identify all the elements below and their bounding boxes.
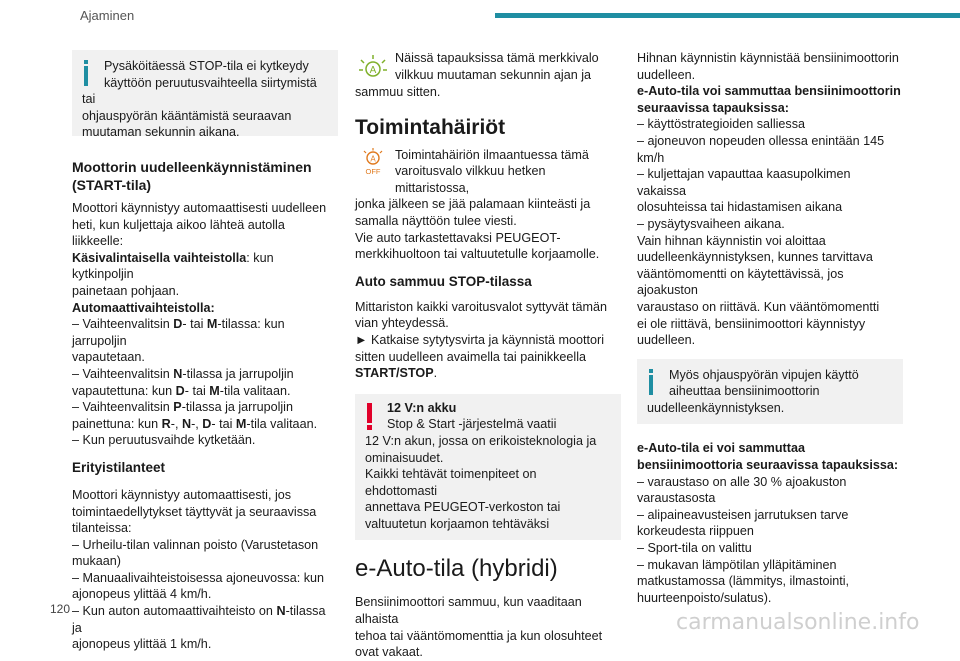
- watermark: carmanualsonline.info: [676, 610, 920, 635]
- body-text: toimintaedellytykset täyttyvät ja seuraavissa: [72, 504, 317, 519]
- page-number: 120: [50, 602, 71, 616]
- body-text: START/STOP.: [355, 366, 438, 381]
- warning-text: Stop & Start -järjestelmä vaatii: [387, 417, 557, 432]
- stop-start-indicator-icon: [357, 52, 389, 84]
- warning-title: 12 V:n akku: [387, 400, 457, 415]
- body-text: painetaan pohjaan.: [72, 283, 180, 298]
- section-heading: Moottorin uudelleenkäynnistäminen: [72, 159, 312, 175]
- list-item: – Vaihteenvalitsin N-tilassa ja jarrupoljin: [72, 366, 294, 381]
- body-text: vääntömomentti on käytettävissä, jos ajoakuston: [637, 266, 844, 298]
- section-heading: Toimintahäiriöt: [355, 115, 506, 139]
- body-text: Automaattivaihteistolla:: [72, 300, 215, 315]
- note-text: muutaman sekunnin aikana.: [82, 125, 240, 140]
- body-text: Mittariston kaikki varoitusvalot syttyvät tämän: [355, 299, 607, 314]
- list-item: – mukavan lämpötilan ylläpitäminen: [637, 557, 837, 572]
- body-text: Vain hihnan käynnistin voi aloittaa: [637, 233, 826, 248]
- warning-note: [355, 394, 621, 541]
- list-item: matkustamossa (lämmitys, ilmastointi,: [637, 574, 850, 589]
- list-item: – alipaineavusteisen jarrutuksen tarve: [637, 507, 849, 522]
- body-text: sitten uudelleen avaimella tai painikkeella: [355, 349, 587, 364]
- warning-text: 12 V:n akun, jossa on erikoisteknologia ja: [365, 433, 597, 448]
- body-text: seuraavissa tapauksissa:: [637, 100, 789, 115]
- body-text: varoitusvalo vilkkuu hetken mittaristossa,: [395, 164, 546, 195]
- body-text: e-Auto-tila voi sammuttaa bensiinimoottorin: [637, 84, 901, 99]
- info-note: [637, 359, 903, 425]
- body-text: uudelleenkäynnistyksen, kunnes tarvittava: [637, 250, 873, 265]
- list-item: mukaan): [72, 554, 121, 569]
- body-text: Näissä tapauksissa tämä merkkivalo: [395, 51, 599, 65]
- svg-text:A: A: [370, 154, 376, 164]
- body-text: Käsivalintaisella vaihteistolla: kun kytkinpoljin: [72, 250, 274, 282]
- section-heading: Auto sammuu STOP-tilassa: [355, 273, 532, 289]
- warning-text: valtuutetun korjaamon tehtäväksi: [365, 516, 550, 531]
- column-1: [72, 50, 338, 653]
- note-text: Pysäköitäessä STOP-tila ei kytkeydy: [104, 59, 309, 73]
- list-item: olosuhteissa tai hidastamisen aikana: [637, 200, 843, 215]
- body-text: samalla näyttöön tulee viesti.: [355, 213, 517, 228]
- list-item: painettuna: kun R-, N-, D- tai M-tila valitaan.: [72, 416, 318, 431]
- warning-icon: [367, 403, 372, 430]
- list-item: km/h: [637, 150, 665, 165]
- list-item: – Kun peruutusvaihde kytketään.: [72, 433, 256, 448]
- note-text: aiheuttaa bensiinimoottorin: [669, 384, 820, 399]
- body-text: vian yhteydessä.: [355, 316, 449, 331]
- body-text: bensiinimoottoria seuraavissa tapauksissa:: [637, 458, 899, 473]
- list-item: – ajoneuvon nopeuden ollessa enintään 145: [637, 133, 885, 148]
- list-item: – Manuaalivaihteistoisessa ajoneuvossa: kun: [72, 570, 325, 585]
- info-icon: [84, 60, 88, 86]
- list-item: vapautettuna: kun D- tai M-tila valitaan.: [72, 383, 291, 398]
- list-item: ajonopeus ylittää 1 km/h.: [72, 637, 212, 652]
- body-text: heti, kun kuljettaja aikoo lähteä autolla liikkeelle:: [72, 217, 285, 249]
- section-heading: (START-tila): [72, 177, 152, 193]
- list-item: varaustasosta: [637, 491, 716, 506]
- body-text: uudelleen.: [637, 333, 696, 348]
- list-item: – Vaihteenvalitsin D- tai M-tilassa: kun jarrupoljin: [72, 317, 285, 348]
- list-item: – Kun auton automaattivaihteisto on N-tilassa ja: [72, 604, 326, 635]
- list-item: korkeudesta riippuen: [637, 524, 754, 539]
- body-text: Bensiinimoottori sammuu, kun vaaditaan alhaista: [355, 595, 582, 627]
- section-heading: Erityistilanteet: [72, 459, 166, 475]
- note-text: käyttöön peruutusvaihteella siirtymistä tai: [82, 75, 317, 107]
- body-text: Hihnan käynnistin käynnistää bensiinimoottorin: [637, 51, 899, 65]
- list-item: – varaustaso on alle 30 % ajoakuston: [637, 474, 847, 489]
- column-3: [637, 50, 903, 606]
- body-text: merkkihuoltoon tai valtuutetulle korjaamolle.: [355, 247, 600, 262]
- body-text: tehoa tai vääntömomenttia ja kun olosuhteet: [355, 628, 603, 643]
- stop-start-fault-icon: [357, 147, 389, 179]
- svg-text:OFF: OFF: [365, 166, 381, 176]
- body-text: e-Auto-tila ei voi sammuttaa: [637, 441, 805, 456]
- list-item: – pysäytysvaiheen aikana.: [637, 216, 785, 231]
- list-item: – Urheilu-tilan valinnan poisto (Varustetason: [72, 537, 319, 552]
- list-item: – Vaihteenvalitsin P-tilassa ja jarrupoljin: [72, 400, 293, 415]
- note-text: uudelleenkäynnistyksen.: [647, 400, 785, 415]
- body-text: jonka jälkeen se jää palamaan kiinteästi ja: [355, 197, 591, 212]
- list-item: – kuljettajan vapauttaa kaasupolkimen vakaissa: [637, 167, 851, 198]
- body-text: vilkkuu muutaman sekunnin ajan ja: [395, 67, 592, 82]
- list-item: ajonopeus ylittää 4 km/h.: [72, 587, 212, 602]
- header-accent-bar: [495, 13, 960, 18]
- warning-text: Kaikki tehtävät toimenpiteet on ehdottomasti: [365, 467, 537, 498]
- list-item: vapautetaan.: [72, 350, 145, 365]
- warning-text: annettava PEUGEOT-verkoston tai: [365, 500, 561, 515]
- section-heading: e-Auto-tila (hybridi): [355, 555, 558, 583]
- list-item: – Sport-tila on valittu: [637, 541, 752, 556]
- body-text: Moottori käynnistyy automaattisesti uudelleen: [72, 201, 327, 215]
- svg-text:A: A: [369, 65, 377, 76]
- body-text: ► Katkaise sytytysvirta ja käynnistä moottori: [355, 332, 605, 347]
- section-title: Ajaminen: [80, 8, 135, 23]
- body-text: varaustaso on riittävä. Kun vääntömomentti: [637, 299, 880, 314]
- body-text: tilanteissa:: [72, 521, 132, 536]
- info-icon: [649, 369, 653, 395]
- body-text: ei ole riittävä, bensiinimoottori käynnistyy: [637, 316, 866, 331]
- column-2: [355, 50, 621, 661]
- body-text: uudelleen.: [637, 67, 696, 82]
- body-text: sammuu sitten.: [355, 85, 441, 99]
- body-text: Toimintahäiriön ilmaantuessa tämä: [395, 147, 589, 162]
- body-text: Moottori käynnistyy automaattisesti, jos: [72, 487, 292, 502]
- list-item: – käyttöstrategioiden salliessa: [637, 117, 806, 132]
- warning-text: ominaisuudet.: [365, 450, 444, 465]
- note-text: Myös ohjauspyörän vipujen käyttö: [669, 367, 859, 382]
- info-note: [72, 50, 338, 140]
- note-text: ohjauspyörän kääntämistä seuraavan: [82, 108, 292, 123]
- body-text: Vie auto tarkastettavaksi PEUGEOT-: [355, 230, 561, 245]
- list-item: huurteenpoisto/sulatus).: [637, 590, 772, 605]
- body-text: ovat vakaat.: [355, 645, 423, 660]
